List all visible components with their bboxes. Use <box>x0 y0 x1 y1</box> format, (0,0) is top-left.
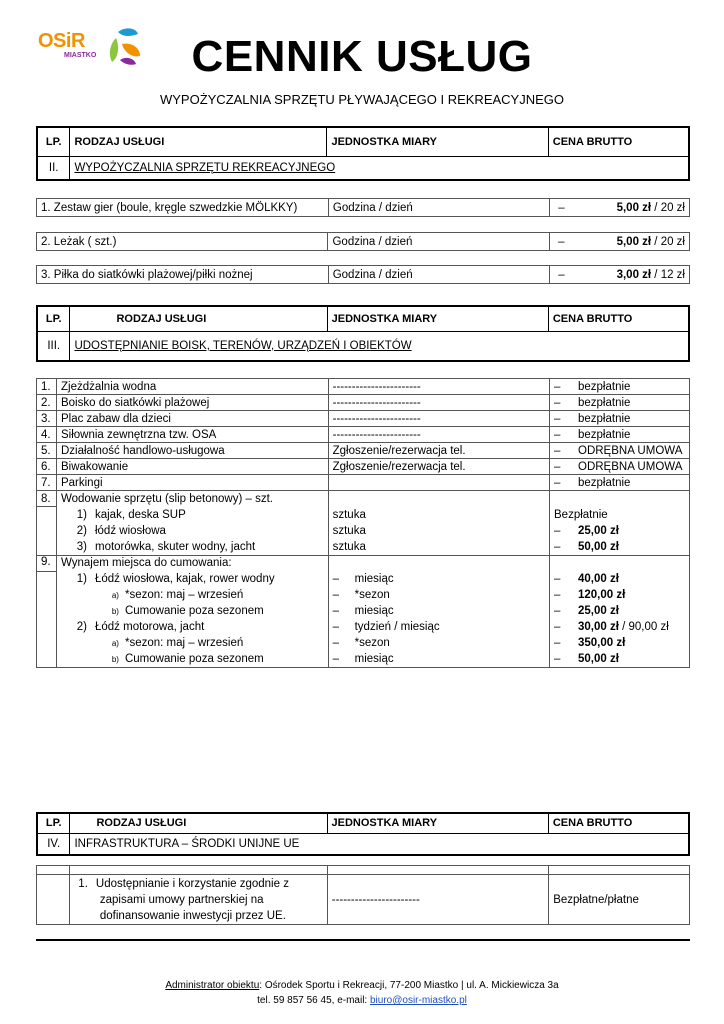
mooring-item-price: 120,00 zł <box>578 589 626 601</box>
table-row: 1) Łódź wiosłowa, kajak, rower wodny – miesiąc – 40,00 zł <box>37 571 690 587</box>
facility-price: bezpłatnie <box>578 396 631 409</box>
mooring-item-price: 50,00 zł <box>578 652 619 665</box>
facility-name: Zjeżdżalnia wodna <box>56 379 328 395</box>
facility-name: Działalność handlowo-usługowa <box>56 443 328 459</box>
launch-items: 1) kajak, deska SUP 2) łódź wiosłowa 3) motorówka, skuter wodny, jacht sztuka sztuka sztuka Bezpłatnie – 25,00 zł – 50,00 zł <box>37 507 690 556</box>
facility-price: bezpłatnie <box>578 412 631 425</box>
table-row: 5. Działalność handlowo-usługowa Zgłoszenie/rezerwacja tel. – ODRĘBNA UMOWA <box>37 443 690 459</box>
facility-price: ODRĘBNA UMOWA <box>578 460 683 473</box>
mooring-item-name: Łódź wiosłowa, kajak, rower wodny <box>94 573 275 585</box>
mooring-item-unit: miesiąc <box>354 573 394 585</box>
section-4-header-table: LP. RODZAJ USŁUGI JEDNOSTKA MIARY CENA BRUTTO IV. INFRASTRUKTURA – ŚRODKI UNIJNE UE <box>36 812 690 856</box>
logo-brand-text: OSiR <box>38 30 85 52</box>
mooring-item-price: 40,00 zł <box>578 573 619 585</box>
table-row: 8. Wodowanie sprzętu (slip betonowy) – szt. <box>37 491 690 507</box>
facility-unit: ----------------------- <box>328 395 549 411</box>
table-row: 4. Siłownia zewnętrzna tzw. OSA ----------------------- – bezpłatnie <box>37 427 690 443</box>
facility-unit <box>328 475 549 491</box>
mooring-item-unit: *sezon <box>354 589 390 601</box>
section-4-lp: IV. <box>37 833 70 855</box>
facility-name: Plac zabaw dla dzieci <box>56 411 328 427</box>
mooring-item-name: Cumowanie poza sezonem <box>124 652 264 665</box>
launch-name: Wodowanie sprzętu (slip betonowy) – szt. <box>56 491 328 507</box>
section-3-lp: III. <box>37 331 70 361</box>
mooring-item-unit: miesiąc <box>354 652 394 665</box>
table-row: 6. Biwakowanie Zgłoszenie/rezerwacja tel. – ODRĘBNA UMOWA <box>37 459 690 475</box>
mooring-item-unit: tydzień / miesiąc <box>354 621 440 633</box>
rental-name: Leżak ( szt.) <box>53 235 117 248</box>
infra-price: Bezpłatne/płatne <box>549 875 690 925</box>
rental-price: 5,00 zł <box>616 201 652 214</box>
divider <box>36 939 690 941</box>
section-2-lp: II. <box>37 156 70 180</box>
logo-sub-text: MIASTKO <box>64 52 97 59</box>
mooring-item-name: *sezon: maj – wrzesień <box>124 637 244 649</box>
table-row: 2) Łódź motorowa, jacht – tydzień / miesiąc – 30,00 zł / 90,00 zł <box>37 619 690 635</box>
facility-unit: ----------------------- <box>328 411 549 427</box>
facility-unit: ----------------------- <box>328 379 549 395</box>
footer-contact: tel. 59 857 56 45, e-mail: biuro@osir-miastko.pl <box>257 995 467 1006</box>
rental-unit: Godzina / dzień <box>328 266 550 284</box>
facility-name: Biwakowanie <box>56 459 328 475</box>
section-2-title: WYPOŻYCZALNIA SPRZĘTU REKREACYJNEGO <box>74 161 336 174</box>
mooring-item-price: 30,00 zł <box>578 621 619 633</box>
rental-price: 5,00 zł <box>616 235 652 248</box>
mooring-item-unit: miesiąc <box>354 605 394 617</box>
rental-row-2: 2. Leżak ( szt.) Godzina / dzień – 5,00 zł / 20 zł <box>36 232 690 251</box>
footer-admin: Administrator obiektu: Ośrodek Sportu i Rekreacji, 77-200 Miastko | ul. A. Mickiewicza 3a <box>165 980 559 991</box>
facility-name: Siłownia zewnętrzna tzw. OSA <box>56 427 328 443</box>
facility-price: ODRĘBNA UMOWA <box>578 444 683 457</box>
table-row: 1. Udostępnianie i korzystanie zgodnie z zapisami umowy partnerskiej na dofinansowanie inwestycji przez UE. ----------------------- Bezpłatne/płatne <box>37 875 690 925</box>
header-lp: LP. <box>37 127 70 156</box>
facility-unit: Zgłoszenie/rezerwacja tel. <box>328 443 549 459</box>
table-row: 9. Wynajem miejsca do cumowania: <box>37 555 690 571</box>
table-row: b) Cumowanie poza sezonem – miesiąc – 25,00 zł <box>37 603 690 619</box>
facility-price: bezpłatnie <box>578 380 631 393</box>
facility-name: Parkingi <box>56 475 328 491</box>
section-3-title: UDOSTĘPNIANIE BOISK, TERENÓW, URZĄDZEŃ I OBIEKTÓW <box>74 339 412 352</box>
mooring-item-unit: *sezon <box>354 637 390 649</box>
mooring-item-name: Cumowanie poza sezonem <box>124 605 264 617</box>
facility-name: Boisko do siatkówki plażowej <box>56 395 328 411</box>
rental-name: Piłka do siatkówki plażowej/piłki nożnej <box>53 268 253 281</box>
table-row: 2. Boisko do siatkówki plażowej ----------------------- – bezpłatnie <box>37 395 690 411</box>
table-row: a) *sezon: maj – wrzesień – *sezon – 350,00 zł <box>37 635 690 651</box>
table-row: a) *sezon: maj – wrzesień – *sezon – 120,00 zł <box>37 587 690 603</box>
mooring-item-price: 350,00 zł <box>578 637 626 649</box>
rental-unit: Godzina / dzień <box>328 199 549 217</box>
mooring-item-price: 25,00 zł <box>578 605 619 617</box>
facility-price: bezpłatnie <box>578 476 631 489</box>
facility-unit: Zgłoszenie/rezerwacja tel. <box>328 459 549 475</box>
mooring-item-name: Łódź motorowa, jacht <box>94 621 205 633</box>
rental-name: Zestaw gier (boule, kręgle szwedzkie MÖLKKY) <box>53 201 298 214</box>
facility-unit: ----------------------- <box>328 427 549 443</box>
mooring-item-name: *sezon: maj – wrzesień <box>124 589 244 601</box>
rental-row-3: 3. Piłka do siatkówki plażowej/piłki nożnej Godzina / dzień – 3,00 zł / 12 zł <box>36 265 690 284</box>
table-row: b) Cumowanie poza sezonem – miesiąc – 50,00 zł <box>37 651 690 667</box>
table-row: 3. Plac zabaw dla dzieci ----------------------- – bezpłatnie <box>37 411 690 427</box>
table-row: 1. Zjeżdżalnia wodna ----------------------- – bezpłatnie <box>37 379 690 395</box>
facility-price: bezpłatnie <box>578 428 631 441</box>
header-price: CENA BRUTTO <box>548 127 689 156</box>
rental-unit: Godzina / dzień <box>328 233 550 251</box>
header-service: RODZAJ USŁUGI <box>70 127 327 156</box>
rental-row-1: 1. Zestaw gier (boule, kręgle szwedzkie MÖLKKY) Godzina / dzień – 5,00 zł / 20 zł <box>36 198 690 217</box>
email-link[interactable]: biuro@osir-miastko.pl <box>370 995 467 1006</box>
table-row: 7. Parkingi – bezpłatnie <box>37 475 690 491</box>
page-title: CENNIK USŁUG <box>191 32 533 81</box>
header-unit: JEDNOSTKA MIARY <box>327 127 548 156</box>
infra-table <box>36 865 690 925</box>
mooring-name: Wynajem miejsca do cumowania: <box>56 555 328 571</box>
section-3-header-table: LP. RODZAJ USŁUGI JEDNOSTKA MIARY CENA BRUTTO III. UDOSTĘPNIANIE BOISK, TERENÓW, URZĄDZEŃ I OBIEKTÓW <box>36 305 690 362</box>
rental-price: 3,00 zł <box>616 268 652 281</box>
section-4-title: INFRASTRUKTURA – ŚRODKI UNIJNE UE <box>70 833 689 855</box>
facilities-table <box>36 378 690 668</box>
section-2-header-table <box>36 126 690 181</box>
page-subtitle: WYPOŻYCZALNIA SPRZĘTU PŁYWAJĄCEGO I REKREACYJNEGO <box>159 92 565 107</box>
